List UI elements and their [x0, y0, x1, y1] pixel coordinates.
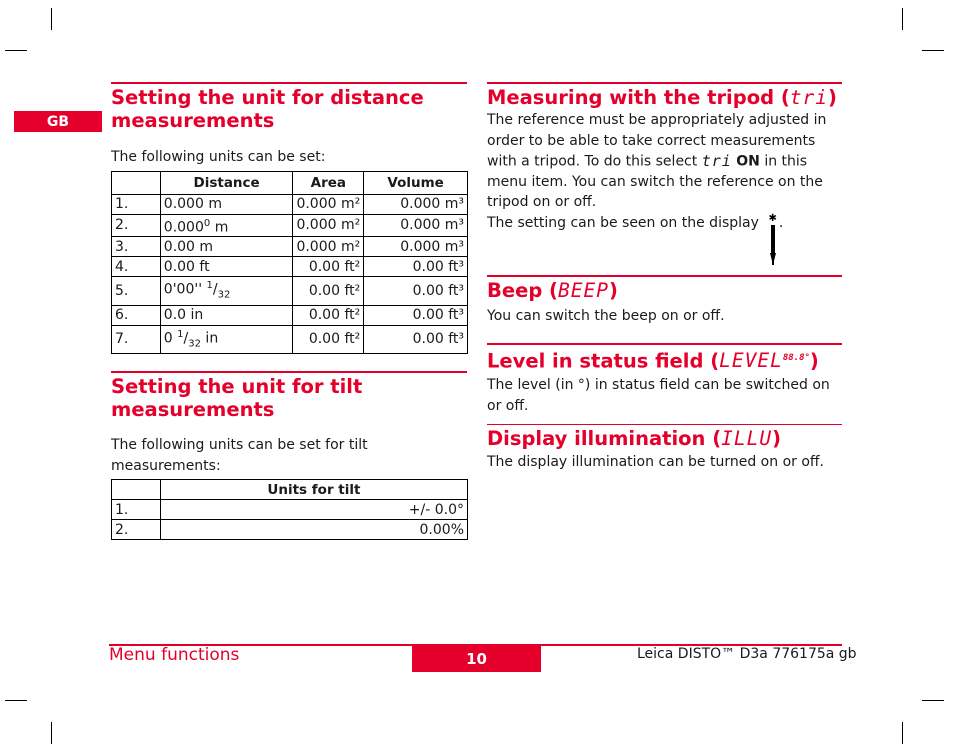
header-cell: Area [293, 171, 364, 194]
tripod-heading [487, 86, 842, 109]
crop-mark [902, 722, 903, 744]
table-row [112, 214, 468, 237]
area-cell: 0.00 ft² [293, 257, 364, 277]
tripod-display-text [487, 213, 842, 272]
fraction-denominator: 32 [217, 289, 231, 301]
heading-text: ) [772, 427, 782, 451]
illumination-text: The display illumination can be turned on or off. [487, 454, 825, 471]
level-text: The level (in °) in status field can be switched on or off. [487, 377, 830, 414]
crop-mark [51, 722, 52, 744]
left-column [111, 82, 467, 540]
volume-cell: 0.00 ft³ [364, 277, 468, 305]
area-cell: 0.00 ft² [293, 305, 364, 325]
superscript: 0 [203, 217, 211, 229]
distance-intro: The following units can be set: [111, 149, 326, 165]
row-number: 2. [112, 520, 161, 540]
footer-product: Leica DISTO™ D3a 776175a gb [637, 646, 857, 662]
row-number: 3. [112, 237, 161, 257]
tripod-text-part: The setting can be seen on the display [487, 214, 759, 231]
table-row [112, 520, 468, 540]
area-cell: 0.00 ft² [293, 325, 364, 353]
level-small-lcd-icon: 88.8° [782, 352, 810, 363]
table-row [112, 257, 468, 277]
illu-lcd-icon: ILLU [721, 427, 773, 451]
tilt-unit-heading: Setting the unit for tilt measurements [111, 375, 363, 422]
tilt-cell: 0.00% [160, 520, 467, 540]
section-rule [487, 343, 842, 345]
table-row [112, 194, 468, 214]
volume-cell: 0.00 ft³ [364, 257, 468, 277]
crop-mark [5, 50, 27, 51]
table-header-row [112, 480, 468, 500]
level-heading [487, 347, 842, 373]
header-cell: Volume [364, 171, 468, 194]
section-rule [487, 275, 842, 277]
page-number: 10 [412, 646, 541, 672]
heading-text: Beep ( [487, 279, 558, 303]
footer-section-title: Menu functions [109, 645, 240, 665]
tilt-cell: +/- 0.0° [160, 500, 467, 520]
header-cell [112, 480, 161, 500]
on-label: ON [736, 153, 760, 170]
fraction-denominator: 32 [188, 338, 201, 350]
beep-heading [487, 279, 842, 302]
table-row [112, 305, 468, 325]
distance-cell: 0.000 m [160, 194, 293, 214]
row-number: 6. [112, 305, 161, 325]
table-row [112, 237, 468, 257]
area-cell: 0.000 m² [293, 214, 364, 237]
distance-cell: 0'00'' $^1/_{32}$ [160, 277, 293, 305]
level-lcd-icon: LEVEL [719, 349, 783, 373]
tripod-text-part: . [778, 214, 784, 231]
right-column [487, 82, 842, 473]
tri-lcd-icon: tri [701, 152, 732, 170]
row-number: 1. [112, 194, 161, 214]
row-number: 2. [112, 214, 161, 237]
section-rule [111, 82, 467, 84]
section-rule [111, 371, 467, 373]
language-tab: GB [14, 111, 102, 132]
unit-text: in [200, 330, 219, 347]
illumination-heading [487, 427, 842, 450]
area-cell: 0.000 m² [293, 237, 364, 257]
volume-cell: 0.000 m³ [364, 237, 468, 257]
area-cell: 0.000 m² [293, 194, 364, 214]
header-cell [112, 171, 161, 194]
tripod-text-part: in this menu item. You can switch the reference on the tripod on or off. [487, 153, 823, 211]
heading-text: ) [608, 279, 618, 303]
fraction-numerator: 1 [177, 328, 184, 340]
distance-unit-heading: Setting the unit for distance measurements [111, 86, 424, 132]
distance-cell: 0 $^1/_{32}$ in [160, 325, 293, 353]
volume-cell: 0.000 m³ [364, 194, 468, 214]
distance-value: 0'00'' [163, 281, 207, 298]
heading-text: Measuring with the tripod ( [487, 86, 790, 109]
distance-value: 0.000 [163, 219, 204, 236]
header-cell: Distance [160, 171, 293, 194]
tilt-unit-table [111, 479, 468, 540]
section-rule [487, 424, 842, 425]
crop-mark [51, 8, 52, 30]
svg-text:✱: ✱ [768, 212, 777, 224]
heading-text: Display illumination ( [487, 427, 722, 451]
crop-mark [902, 8, 903, 30]
table-row [112, 325, 468, 353]
tri-lcd-icon: tri [789, 86, 828, 109]
heading-text: ) [828, 86, 837, 109]
distance-value: 0 [163, 330, 178, 347]
fraction-numerator: 1 [206, 280, 213, 292]
tripod-icon [767, 213, 779, 272]
volume-cell: 0.000 m³ [364, 214, 468, 237]
heading-text: ) [809, 349, 819, 373]
unit-text: m [210, 219, 229, 236]
distance-cell: 0.00 m [160, 237, 293, 257]
row-number: 4. [112, 257, 161, 277]
area-cell: 0.00 ft² [293, 277, 364, 305]
distance-unit-table [111, 171, 468, 355]
heading-text: Level in status field ( [487, 349, 720, 373]
table-row [112, 277, 468, 305]
section-rule [487, 82, 842, 84]
beep-lcd-icon: BEEP [557, 279, 609, 303]
row-number: 7. [112, 325, 161, 353]
tilt-intro: The following units can be set for tilt measurements: [111, 437, 368, 474]
distance-cell: 0.00 ft [160, 257, 293, 277]
distance-cell: 0.0 in [160, 305, 293, 325]
table-row [112, 500, 468, 520]
volume-cell: 0.00 ft³ [364, 305, 468, 325]
tripod-text-part: The reference must be appropriately adjusted in order to be able to take correct measurements with a tripod. To do this select [487, 112, 827, 170]
table-header-row [112, 171, 468, 194]
row-number: 5. [112, 277, 161, 305]
beep-text: You can switch the beep on or off. [487, 308, 725, 325]
crop-mark [5, 700, 27, 701]
tripod-text [487, 110, 842, 213]
crop-mark [922, 700, 944, 701]
distance-cell [160, 214, 293, 237]
crop-mark [922, 50, 944, 51]
volume-cell: 0.00 ft³ [364, 325, 468, 353]
header-cell: Units for tilt [160, 480, 467, 500]
row-number: 1. [112, 500, 161, 520]
